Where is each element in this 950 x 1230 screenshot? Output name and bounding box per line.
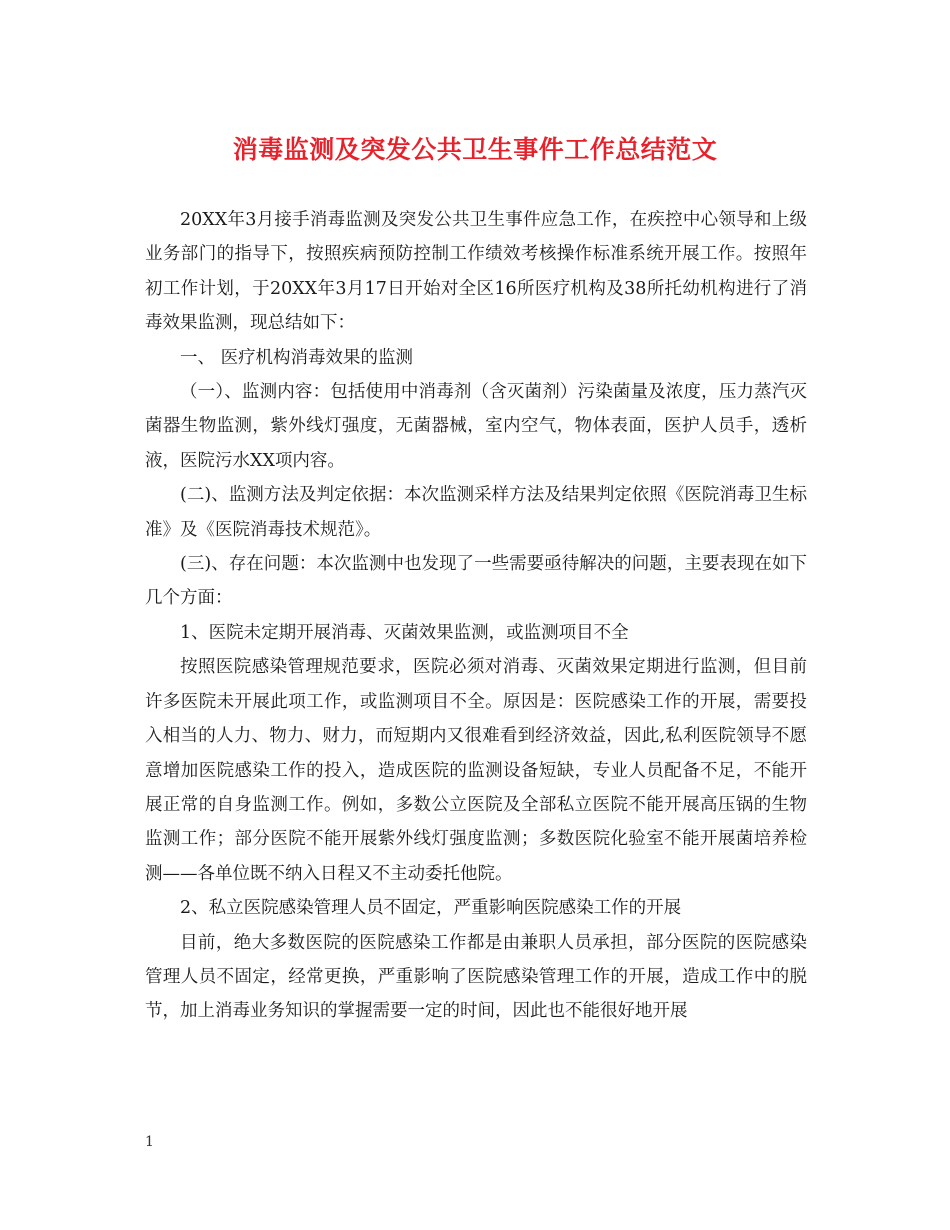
document-title: 消毒监测及突发公共卫生事件工作总结范文 bbox=[232, 135, 718, 164]
paragraph-monitoring-method: (二)、监测方法及判定依据：本次监测采样方法及结果判定依照《医院消毒卫生标准》及《医院消毒技术规范》。 bbox=[145, 485, 807, 540]
page-number: 1 bbox=[145, 1134, 154, 1150]
document-body bbox=[145, 203, 807, 1029]
paragraph-intro: 20XX年3月接手消毒监测及突发公共卫生事件应急工作，在疾控中心领导和上级业务部门的指导下，按照疾病预防控制工作绩效考核操作标准系统开展工作。按照年初工作计划，于20XX年3月17日开始对全区16所医疗机构及38所托幼机构进行了消毒效果监测，现总结如下： bbox=[145, 210, 807, 334]
paragraph-problem-1-detail: 按照医院感染管理规范要求，医院必须对消毒、灭菌效果定期进行监测，但目前许多医院未开展此项工作，或监测项目不全。原因是：医院感染工作的开展，需要投入相当的人力、物力、财力，而短期内又很难看到经济效益，因此,私利医院领导不愿意增加医院感染工作的投入，造成医院的监测设备短缺，专业人员配备不足，不能开展正常的自身监测工作。例如，多数公立医院及全部私立医院不能开展高压锅的生物监测工作；部分医院不能开展紫外线灯强度监测；多数医院化验室不能开展菌培养检测——各单位既不纳入日程又不主动委托他院。 bbox=[145, 657, 807, 884]
paragraph-existing-problems: (三)、存在问题：本次监测中也发现了一些需要亟待解决的问题，主要表现在如下几个方面： bbox=[145, 554, 807, 609]
subheading-problem-2: 2、私立医院感染管理人员不固定，严重影响医院感染工作的开展 bbox=[180, 898, 682, 919]
paragraph-monitoring-content: （一）、监测内容：包括使用中消毒剂（含灭菌剂）污染菌量及浓度，压力蒸汽灭菌器生物监测，紫外线灯强度，无菌器械，室内空气，物体表面，医护人员手，透析液，医院污水XX项内容。 bbox=[145, 382, 807, 471]
paragraph-problem-2-detail: 目前，绝大多数医院的医院感染工作都是由兼职人员承担，部分医院的医院感染管理人员不固定，经常更换，严重影响了医院感染管理工作的开展，造成工作中的脱节，加上消毒业务知识的掌握需要一定的时间，因此也不能很好地开展 bbox=[145, 932, 807, 1022]
subheading-problem-1: 1、医院未定期开展消毒、灭菌效果监测，或监测项目不全 bbox=[180, 622, 629, 643]
section-heading-1: 一、 医疗机构消毒效果的监测 bbox=[180, 347, 414, 368]
